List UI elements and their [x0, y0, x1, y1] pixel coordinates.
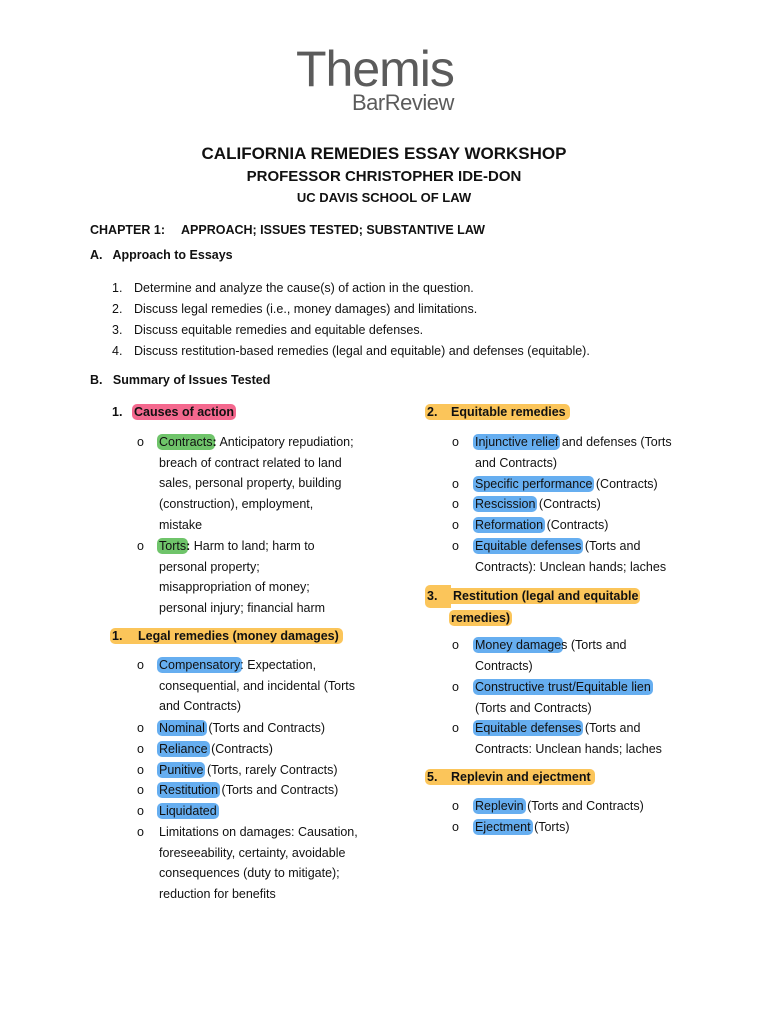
item-text: Determine and analyze the cause(s) of action in the question. — [134, 281, 474, 295]
equitable-number: 2. — [427, 405, 438, 419]
reliance-label: Reliance — [159, 742, 208, 756]
restitution-title-line2: remedies) — [451, 610, 511, 625]
list-item — [112, 299, 477, 320]
line: (Torts and Contracts) — [218, 783, 339, 797]
restitution-defenses-label: Equitable defenses — [475, 721, 582, 735]
bullet-icon: o — [137, 742, 144, 756]
school-name: UC DAVIS SCHOOL OF LAW — [296, 190, 472, 205]
bullet-icon: o — [452, 435, 459, 449]
line: (Torts and — [581, 539, 641, 553]
logo-themis: Themis — [296, 41, 454, 97]
line: consequential, and incidental (Torts — [159, 678, 355, 693]
line: (Torts) — [530, 820, 570, 834]
line: Contracts): Unclean hands; laches — [475, 559, 667, 574]
replevin-title-highlight — [425, 769, 595, 785]
item-text: Discuss legal remedies (i.e., money damages) and limitations. — [134, 302, 478, 316]
list-item-compensatory — [159, 655, 374, 717]
list-item — [112, 320, 423, 341]
line: (Torts and Contracts) — [475, 700, 592, 715]
line: Anticipatory repudiation; — [219, 435, 354, 449]
bullet-icon: o — [137, 539, 144, 553]
chapter-label: CHAPTER 1: — [90, 223, 166, 237]
line: sales, personal property, building — [159, 476, 342, 491]
list-item-money-damages — [475, 635, 715, 676]
list-item-contracts — [159, 432, 374, 536]
line: : Expectation, — [240, 658, 317, 672]
equitable-defenses-label: Equitable defenses — [475, 539, 582, 553]
line: (Torts and Contracts) — [204, 721, 326, 735]
document-title: CALIFORNIA REMEDIES ESSAY WORKSHOP — [201, 144, 567, 163]
line: (Contracts) — [535, 497, 601, 511]
line: (Torts and — [581, 721, 641, 735]
line: and Contracts) — [159, 699, 241, 714]
restitution-title-line1: Restitution (legal and equitable — [453, 589, 639, 603]
line: reduction for benefits — [159, 887, 276, 902]
list-item-constructive-trust — [475, 677, 715, 718]
item-number: 4. — [112, 344, 123, 358]
bullet-icon: o — [452, 799, 459, 813]
specific-label: Specific performance — [475, 477, 593, 491]
bullet-icon: o — [137, 804, 144, 818]
constructive-trust-label: Constructive trust/Equitable lien — [475, 680, 651, 694]
logo-bar-review: BarReview — [352, 90, 454, 115]
list-item-restitution — [159, 780, 338, 801]
causes-heading — [112, 402, 234, 423]
list-item-punitive — [159, 760, 338, 781]
restitution-label: Restitution — [159, 783, 219, 797]
list-item — [112, 341, 590, 362]
line: (construction), employment, — [159, 497, 314, 512]
chapter-title: APPROACH; ISSUES TESTED; SUBSTANTIVE LAW — [181, 223, 485, 237]
causes-number: 1. — [112, 405, 123, 419]
replevin-label: Replevin — [475, 799, 524, 813]
legal-title-highlight — [110, 628, 343, 644]
equitable-heading — [427, 402, 568, 423]
list-item-liquidated — [159, 801, 217, 822]
rescission-label: Rescission — [475, 497, 536, 511]
list-item-reformation — [475, 515, 608, 536]
equitable-title-highlight — [425, 404, 570, 420]
bullet-icon: o — [452, 477, 459, 491]
ejectment-label: Ejectment — [475, 820, 531, 834]
list-item-reliance — [159, 739, 273, 760]
line: personal property; — [159, 559, 260, 574]
list-item-specific — [475, 474, 658, 495]
line: personal injury; financial harm — [159, 601, 326, 616]
list-item-replevin — [475, 796, 644, 817]
liquidated-label: Liquidated — [159, 804, 217, 818]
line: and defenses (Torts — [558, 435, 672, 449]
bullet-icon: o — [137, 763, 144, 777]
list-item-torts — [159, 536, 374, 619]
colon: : — [212, 435, 217, 449]
list-item-restitution-defenses — [475, 718, 715, 759]
line: consequences (duty to mitigate); — [159, 866, 340, 881]
replevin-title: Replevin and ejectment — [451, 770, 591, 784]
equitable-title: Equitable remedies — [451, 405, 566, 419]
bullet-icon: o — [137, 825, 144, 839]
replevin-number: 5. — [427, 770, 438, 784]
line: s (Torts and — [561, 638, 627, 652]
line: breach of contract related to land — [159, 455, 342, 470]
list-item-rescission — [475, 494, 601, 515]
bullet-icon: o — [137, 658, 144, 672]
section-b-heading: B. Summary of Issues Tested — [90, 373, 271, 387]
line: misappropriation of money; — [159, 580, 310, 595]
line: (Contracts) — [207, 742, 273, 756]
bullet-icon: o — [452, 539, 459, 553]
professor-name: PROFESSOR CHRISTOPHER IDE-DON — [246, 168, 522, 185]
list-item-nominal — [159, 718, 325, 739]
bullet-icon: o — [452, 638, 459, 652]
line: (Torts, rarely Contracts) — [203, 763, 338, 777]
line: Contracts: Unclean hands; laches — [475, 741, 662, 756]
causes-title: Causes of action — [134, 405, 235, 419]
item-text: Discuss restitution-based remedies (legal and equitable) and defenses (equitable). — [134, 344, 590, 358]
legal-heading — [112, 626, 341, 647]
list-item-limitations — [159, 822, 374, 905]
reformation-label: Reformation — [475, 518, 544, 532]
item-number: 2. — [112, 302, 123, 316]
punitive-label: Punitive — [159, 763, 204, 777]
bullet-icon: o — [137, 721, 144, 735]
line: (Contracts) — [592, 477, 658, 491]
bullet-icon: o — [452, 721, 459, 735]
list-item — [112, 278, 474, 299]
item-number: 3. — [112, 323, 123, 337]
bullet-icon: o — [452, 518, 459, 532]
bullet-icon: o — [452, 680, 459, 694]
money-damages-label: Money damage — [475, 638, 562, 652]
item-text: Discuss equitable remedies and equitable defenses. — [134, 323, 424, 337]
list-item-injunctive — [475, 432, 715, 473]
line: Limitations on damages: Causation, — [159, 825, 358, 839]
restitution-number: 3. — [425, 585, 451, 608]
item-number: 1. — [112, 281, 123, 295]
injunctive-label: Injunctive relief — [475, 435, 559, 449]
line: foreseeability, certainty, avoidable — [159, 845, 346, 860]
bullet-icon: o — [137, 783, 144, 797]
line: Harm to land; harm to — [193, 539, 315, 553]
bullet-icon: o — [137, 435, 144, 449]
contracts-label: Contracts — [159, 435, 213, 449]
compensatory-label: Compensatory — [159, 658, 241, 672]
section-a-heading: A. Approach to Essays — [90, 248, 233, 262]
restitution-heading — [427, 585, 657, 628]
line: Contracts) — [475, 658, 533, 673]
legal-title: Legal remedies (money damages) — [138, 629, 339, 643]
legal-number: 1. — [112, 629, 123, 643]
colon: : — [186, 539, 191, 553]
torts-label: Torts — [159, 539, 187, 553]
line: and Contracts) — [475, 455, 557, 470]
line: (Contracts) — [543, 518, 609, 532]
line: (Torts and Contracts) — [523, 799, 644, 813]
bullet-icon: o — [452, 497, 459, 511]
list-item-equitable-defenses — [475, 536, 715, 577]
line: mistake — [159, 517, 203, 532]
list-item-ejectment — [475, 817, 569, 838]
nominal-label: Nominal — [159, 721, 205, 735]
replevin-heading — [427, 767, 593, 788]
bullet-icon: o — [452, 820, 459, 834]
